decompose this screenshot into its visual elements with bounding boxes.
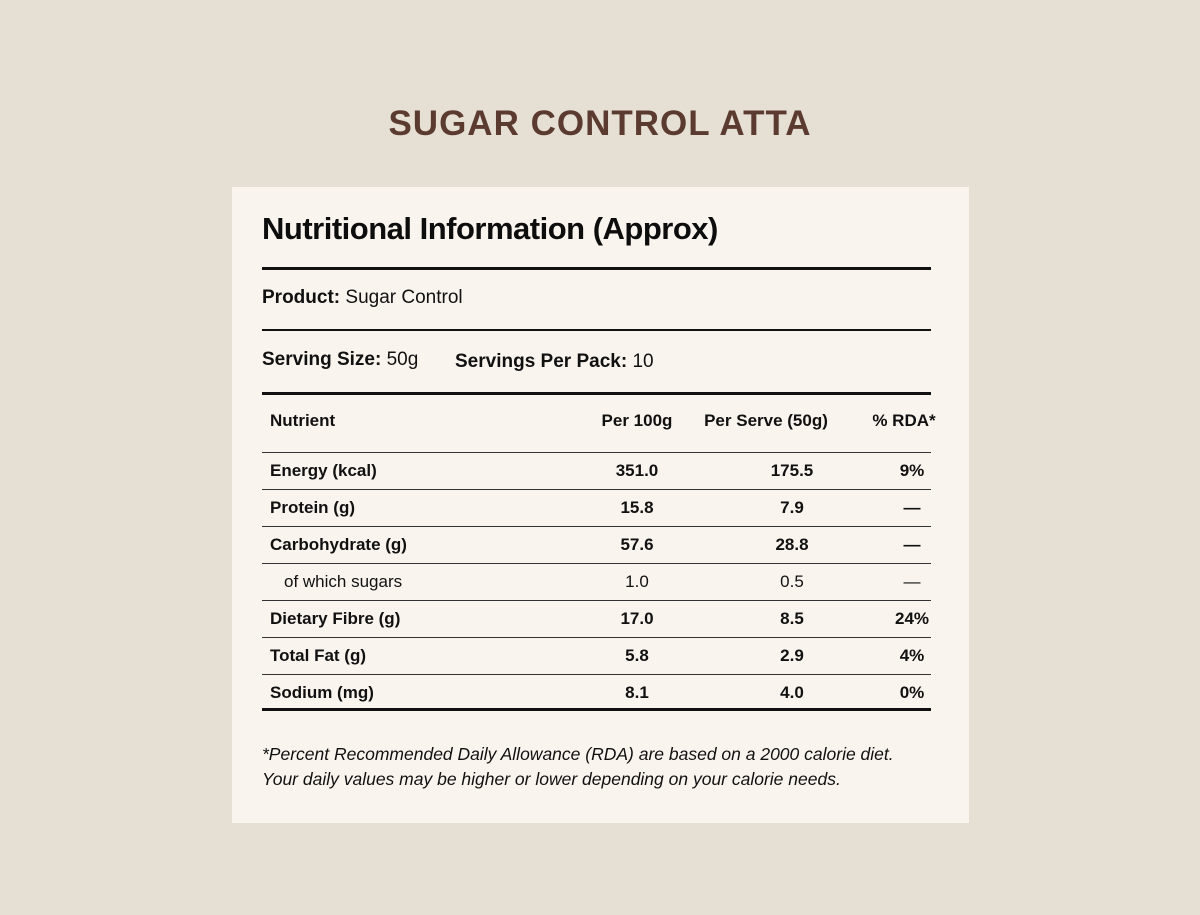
servings-per-pack-label: Servings Per Pack: [455,351,628,372]
nutrient-name: Carbohydrate (g) [270,535,407,554]
per-100g-value: 5.8 [625,646,649,665]
per-100g-value: 8.1 [625,683,649,702]
per-100g-value: 1.0 [625,572,649,591]
per-100g-value: 57.6 [620,535,654,554]
table-row [262,489,931,526]
serving-size-label: Serving Size: [262,349,382,370]
nutrient-name: Dietary Fibre (g) [270,609,401,628]
per-serve-value: 28.8 [775,535,809,554]
nutrient-name: Total Fat (g) [270,646,366,665]
rda-value: 0% [899,683,925,702]
col-header-rda: % RDA* [872,411,936,430]
servings-per-pack-value: 10 [632,351,654,372]
nutrient-name: of which sugars [284,572,403,591]
per-serve-value: 175.5 [770,461,814,480]
rda-footnote [262,742,942,792]
per-serve-value: 8.5 [780,609,804,628]
serving-size-value: 50g [386,349,419,370]
card-heading: Nutritional Information (Approx) [262,211,718,246]
divider [262,392,931,395]
table-row [262,674,931,711]
nutrient-name: Energy (kcal) [270,461,377,480]
rda-value: 24% [894,609,930,628]
rda-value: — [903,572,921,591]
nutrient-name: Protein (g) [270,498,355,517]
page-title: SUGAR CONTROL ATTA [388,104,812,143]
per-serve-value: 0.5 [780,572,804,591]
divider [262,267,931,270]
col-header-per-serve: Per Serve (50g) [704,411,828,430]
col-header-nutrient: Nutrient [270,411,336,430]
servings-per-pack-line [455,351,654,373]
footnote-line: Your daily values may be higher or lower depending on your calorie needs. [262,769,841,789]
table-row [262,526,931,563]
per-100g-value: 17.0 [620,609,654,628]
per-100g-value: 15.8 [620,498,654,517]
product-value: Sugar Control [345,287,463,308]
per-serve-value: 7.9 [780,498,804,517]
divider [262,329,931,331]
per-serve-value: 4.0 [780,683,804,702]
product-line [262,287,463,309]
rda-value: 4% [899,646,925,665]
product-label: Product: [262,287,341,308]
per-serve-value: 2.9 [780,646,804,665]
serving-size-line [262,349,418,371]
table-row [262,637,931,674]
footnote-line: *Percent Recommended Daily Allowance (RDA) are based on a 2000 calorie diet. [262,744,894,764]
rda-value: — [903,498,921,517]
rda-value: 9% [899,461,925,480]
table-row [262,600,931,637]
col-header-per-100g: Per 100g [601,411,673,430]
rda-value: — [903,535,921,554]
nutrition-card [232,187,969,823]
table-row [262,563,931,600]
nutrient-name: Sodium (mg) [270,683,374,702]
table-row [262,452,931,489]
per-100g-value: 351.0 [615,461,659,480]
